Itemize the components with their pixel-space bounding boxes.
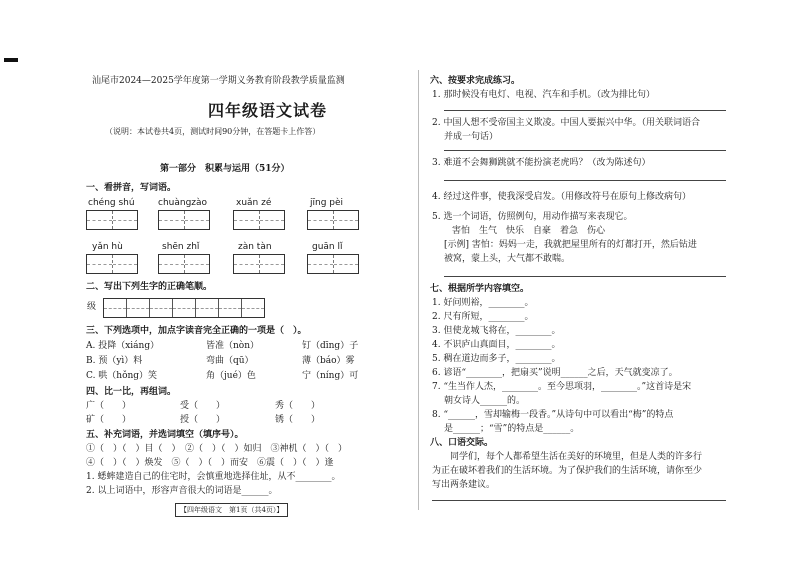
q7-item[interactable]: 3. 但使龙城飞将在，________。	[432, 326, 561, 336]
q3-option-a[interactable]: A. 投降（xiáng）	[86, 341, 160, 351]
q5-row2[interactable]: ④（ ）（ ）焕发 ⑤（ ）（ ）而安 ⑥震（ ）（ ）逢	[86, 458, 334, 468]
page-footer: 【四年级语文 第1页（共4页）】	[175, 503, 288, 517]
pinyin-4: jīng pèi	[310, 198, 344, 208]
exam-note: （说明：本试卷共4页，测试时间90分钟，在答题卡上作答）	[105, 127, 321, 136]
write-box[interactable]	[307, 254, 359, 274]
write-box[interactable]	[158, 210, 210, 230]
q8-prompt: 为正在破坏着我们的生活环境。为了保护我们的生活环境，请你至少	[432, 466, 703, 476]
q3-option-b[interactable]: B. 预（yì）料	[86, 356, 143, 366]
pinyin-3: xuǎn zé	[236, 198, 272, 208]
q6-item: 3. 难道不会舞狮跳就不能扮演老虎吗？（改为陈述句）	[432, 158, 651, 168]
q3-option-a-3: 钉（dīng）子	[302, 341, 359, 351]
q3-option-b-2: 弯曲（qū）	[206, 356, 254, 366]
q6-label: 六、按要求完成练习。	[430, 76, 521, 86]
q7-item[interactable]: 8. “______，雪却输梅一段香。”从诗句中可以看出“梅”的特点	[432, 410, 674, 420]
q4-item[interactable]: 矿（ ）	[86, 415, 132, 425]
answer-line[interactable]	[432, 500, 726, 501]
q4-label: 四、比一比，再组词。	[86, 387, 177, 397]
binding-mark	[4, 58, 18, 62]
q5-item2[interactable]: 2. 以上词语中，形容声音很大的词语是______。	[86, 486, 278, 496]
q7-item[interactable]: 4. 不识庐山真面目，________。	[432, 340, 561, 350]
q6-word-bank: 害怕 生气 快乐 自豪 着急 伤心	[452, 226, 606, 236]
pinyin-7: zàn tàn	[238, 242, 272, 252]
q6-item: 4. 经过这件事，使我深受启发。（用修改符号在原句上修改病句）	[432, 192, 691, 202]
stroke-char: 级	[87, 302, 97, 312]
q3-label: 三、下列选项中，加点字读音完全正确的一项是（ ）。	[86, 326, 307, 336]
q1-label: 一、看拼音，写词语。	[86, 183, 177, 193]
q4-item[interactable]: 授（ ）	[180, 415, 226, 425]
q3-option-c-2: 角（jué）色	[206, 371, 256, 381]
q7-item[interactable]: 6. 谚语“________，把扇买”说明______之后，天气就变凉了。	[432, 368, 678, 378]
pinyin-5: yǎn hù	[92, 242, 123, 252]
q7-item[interactable]: 5. 稠在道边而多子，________。	[432, 354, 561, 364]
write-box[interactable]	[158, 254, 210, 274]
pinyin-1: chéng shú	[88, 198, 135, 208]
exam-title: 四年级语文试卷	[208, 101, 328, 120]
write-box[interactable]	[86, 210, 138, 230]
answer-line[interactable]	[444, 180, 726, 181]
q4-item[interactable]: 广（ ）	[86, 401, 132, 411]
column-divider	[418, 70, 419, 510]
exam-subtitle: 汕尾市2024—2025学年度第一学期义务教育阶段教学质量监测	[92, 76, 345, 86]
q7-item[interactable]: 2. 尺有所短，________。	[432, 312, 534, 322]
binding-margin	[0, 0, 40, 561]
q4-item[interactable]: 锈（ ）	[275, 415, 321, 425]
q7-item[interactable]: 是______；“雪”的特点是______。	[444, 424, 580, 434]
q6-example: 被窝，蒙上头，大气都不敢喘。	[444, 254, 571, 264]
q6-item: 2. 中国人想不受帝国主义欺凌。中国人要振兴中华。（用关联词语合	[432, 118, 700, 128]
q4-item[interactable]: 秀（ ）	[275, 401, 321, 411]
pinyin-6: shēn zhǐ	[162, 242, 200, 252]
q5-item1[interactable]: 1. 蟋蟀建造自己的住宅时，会慎重地选择住址，从不________。	[86, 472, 341, 482]
q3-option-b-3: 薄（báo）雾	[302, 356, 355, 366]
q7-item[interactable]: 1. 好问则裕，________。	[432, 298, 534, 308]
write-box[interactable]	[307, 210, 359, 230]
q6-item: 1. 那时候没有电灯、电视、汽车和手机。（改为排比句）	[432, 90, 655, 100]
q3-option-c[interactable]: C. 哄（hǒng）笑	[86, 371, 158, 381]
q6-example: [示例] 害怕：妈妈一走，我就把屋里所有的灯都打开，然后钻进	[444, 240, 697, 250]
q7-item[interactable]: 7. “生当作人杰，________。至今思项羽，________。”这首诗是宋	[432, 382, 692, 392]
q7-item[interactable]: 朝女诗人______的。	[444, 396, 526, 406]
q6-item: 5. 选一个词语，仿照例句，用动作描写来表现它。	[432, 212, 633, 222]
q2-label: 二、写出下列生字的正确笔顺。	[86, 282, 213, 292]
answer-line[interactable]	[444, 276, 726, 277]
q3-option-a-2: 皆准（nòn）	[206, 341, 260, 351]
stroke-order-grid[interactable]	[103, 298, 265, 318]
q7-label: 七、根据所学内容填空。	[430, 284, 530, 294]
write-box[interactable]	[233, 210, 285, 230]
q3-option-c-3: 宁（níng）可	[302, 371, 359, 381]
answer-line[interactable]	[444, 150, 726, 151]
q6-item: 并成一句话）	[444, 132, 499, 142]
q4-item[interactable]: 受（ ）	[180, 401, 226, 411]
q8-label: 八、口语交际。	[430, 438, 494, 448]
q8-prompt: 同学们，每个人都希望生活在美好的环境里，但是人类的许多行	[450, 452, 703, 462]
pinyin-2: chuàngzào	[158, 198, 208, 208]
part1-heading: 第一部分 积累与运用（51分）	[160, 164, 290, 174]
write-box[interactable]	[86, 254, 138, 274]
q8-prompt: 写出两条建议。	[432, 480, 496, 490]
q5-row1[interactable]: ①（ ）（ ）目（ ） ②（ ）（ ）如归 ③神机（ ）（ ）	[86, 444, 348, 454]
answer-line[interactable]	[444, 110, 726, 111]
pinyin-8: guān lǐ	[312, 242, 343, 252]
write-box[interactable]	[233, 254, 285, 274]
q5-label: 五、补充词语，并选词填空（填序号）。	[86, 430, 244, 440]
